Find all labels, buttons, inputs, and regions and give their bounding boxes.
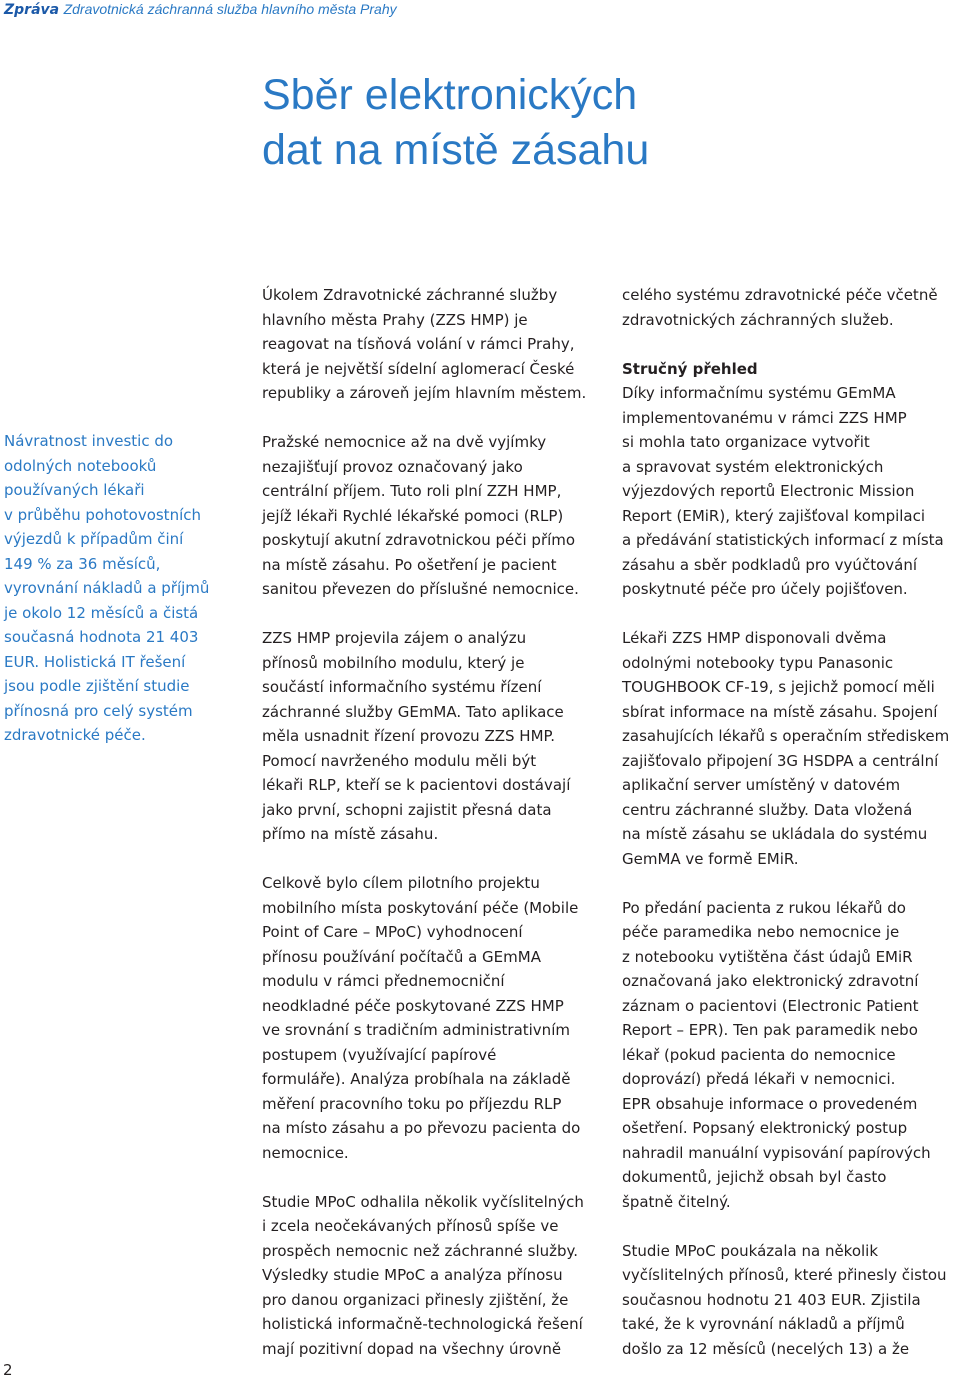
- pull-quote-line: EUR. Holistická IT řešení: [4, 652, 186, 671]
- paragraph: [262, 871, 602, 1165]
- text-line: mobilního místa poskytování péče (Mobile: [262, 898, 579, 917]
- text-line: záchranné služby GEmMA. Tato aplikace: [262, 702, 564, 721]
- text-line: odolnými notebooky typu Panasonic: [622, 653, 894, 672]
- text-line: Díky informačnímu systému GEmMA: [622, 384, 896, 402]
- text-line: Po předání pacienta z rukou lékařů do: [622, 898, 906, 917]
- text-line: doprovází) předá lékaři v nemocnici.: [622, 1070, 896, 1088]
- text-line: špatně čitelný.: [622, 1192, 731, 1211]
- paragraph: [622, 896, 960, 1215]
- text-line: zásahu a sběr podkladů pro vyúčtování: [622, 555, 917, 574]
- pull-quote-line: současná hodnota 21 403: [4, 628, 199, 646]
- text-line: dokumentů, jejichž obsah byl často: [622, 1168, 887, 1186]
- text-line: Pomocí navrženého modulu měli být: [262, 751, 537, 770]
- text-line: neodkladné péče poskytované ZZS HMP: [262, 996, 564, 1015]
- section-heading: Stručný přehled: [622, 359, 758, 378]
- body-column-1: [262, 283, 602, 1361]
- text-line: součástí informačního systému řízení: [262, 678, 542, 696]
- text-line: nahradil manuální vypisování papírových: [622, 1143, 931, 1162]
- text-line: na místo zásahu a po převozu pacienta do: [262, 1119, 581, 1137]
- text-line: centru záchranné služby. Data vložená: [622, 800, 913, 819]
- header-brand: Zpráva: [4, 2, 60, 18]
- paragraph: [262, 283, 602, 406]
- text-line: jejíž lékaři Rychlé lékařské pomoci (RLP): [262, 506, 564, 525]
- text-line: Celkově bylo cílem pilotního projektu: [262, 874, 540, 892]
- text-line: měření pracovního toku po příjezdu RLP: [262, 1094, 562, 1113]
- text-line: péče paramedika nebo nemocnice je: [622, 923, 900, 941]
- text-line: pro danou organizaci přinesly zjištění, že: [262, 1290, 569, 1309]
- text-line: Úkolem Zdravotnické záchranné služby: [262, 286, 558, 304]
- header-subtitle: Zdravotnická záchranná služba hlavního města Prahy: [63, 1, 397, 17]
- pull-quote-line: výjezdů k případům činí: [4, 530, 184, 548]
- paragraph: [622, 1239, 960, 1362]
- pull-quote-line: přínosná pro celý systém: [4, 701, 193, 720]
- text-line: Report – EPR). Ten pak paramedik nebo: [622, 1021, 918, 1039]
- pull-quote-line: zdravotnické péče.: [4, 726, 146, 744]
- text-line: výjezdových reportů Electronic Mission: [622, 482, 915, 500]
- text-line: aplikační server umístěný v datovém: [622, 776, 901, 794]
- paragraph-group: [622, 381, 960, 1361]
- text-line: Point of Care – MPoC) vyhodnocení: [262, 923, 523, 941]
- text-line: GemMA ve formě EMiR.: [622, 849, 799, 868]
- text-line: také, že k vyrovnání nákladů a příjmů: [622, 1315, 905, 1333]
- text-line: Studie MPoC odhalila několik vyčíslitelných: [262, 1192, 584, 1211]
- text-line: přínosů mobilního modulu, který je: [262, 653, 525, 672]
- pull-quote-line: odolných notebooků: [4, 456, 157, 475]
- text-line: přínosu používání počítačů a GEmMA: [262, 947, 541, 966]
- text-line: celého systému zdravotnické péče včetně: [622, 286, 938, 304]
- text-line: formuláře). Analýza probíhala na základě: [262, 1070, 571, 1088]
- text-line: centrální příjem. Tuto roli plní ZZH HMP,: [262, 482, 562, 500]
- page-title: [262, 68, 649, 178]
- text-line: mají pozitivní dopad na všechny úrovně: [262, 1339, 562, 1358]
- text-line: EPR obsahuje informace o provedeném: [622, 1094, 918, 1113]
- text-line: současnou hodnotu 21 403 EUR. Zjistila: [622, 1290, 921, 1309]
- text-line: poskytnuté péče pro účely pojišťoven.: [622, 580, 908, 598]
- pull-quote-line: jsou podle zjištění studie: [4, 677, 190, 695]
- text-line: zasahujících lékařů s operačním střediskem: [622, 727, 950, 745]
- text-line: záznam o pacientovi (Electronic Patient: [622, 996, 919, 1015]
- text-line: poskytují akutní zdravotnickou péči přímo: [262, 531, 576, 549]
- text-line: došlo za 12 měsíců (necelých 13) a že: [622, 1339, 910, 1358]
- text-line: nezajišťují provoz označovaný jako: [262, 457, 523, 476]
- text-line: Výsledky studie MPoC a analýza přínosu: [262, 1266, 563, 1284]
- text-line: vyčíslitelných přínosů, které přinesly čistou: [622, 1266, 947, 1284]
- text-line: prospěch nemocnic než záchranné služby.: [262, 1241, 579, 1260]
- text-line: holistická informačně-technologická řešení: [262, 1315, 583, 1333]
- text-line: z notebooku vytištěna část údajů EMiR: [622, 947, 913, 966]
- text-line: implementovanému v rámci ZZS HMP: [622, 408, 907, 427]
- text-line: modulu v rámci přednemocniční: [262, 972, 505, 990]
- text-line: si mohla tato organizace vytvořit: [622, 433, 870, 451]
- text-line: na místě zásahu se ukládala do systému: [622, 825, 928, 843]
- running-header: [4, 0, 397, 19]
- text-line: a spravovat systém elektronických: [622, 457, 884, 476]
- paragraph: [262, 430, 602, 602]
- text-line: ve srovnání s tradičním administrativním: [262, 1021, 570, 1039]
- pull-quote-line: je okolo 12 měsíců a čistá: [4, 603, 199, 622]
- title-line: Sběr elektronických: [262, 71, 638, 119]
- page-number: 2: [3, 1361, 13, 1379]
- text-line: která je největší sídelní aglomerací České: [262, 359, 575, 378]
- pull-quote-line: v průběhu pohotovostních: [4, 505, 201, 524]
- text-line: Studie MPoC poukázala na několik: [622, 1241, 879, 1260]
- text-line: TOUGHBOOK CF-19, s jejichž pomocí měli: [622, 678, 935, 696]
- pull-quote-line: Návratnost investic do: [4, 432, 174, 450]
- text-line: reagovat na tísňová volání v rámci Prahy,: [262, 335, 575, 353]
- text-line: Pražské nemocnice až na dvě vyjímky: [262, 433, 547, 451]
- text-line: republiky a zároveň jejím hlavním městem.: [262, 384, 587, 402]
- pull-quote-line: používaných lékaři: [4, 481, 145, 499]
- text-line: označovaná jako elektronický zdravotní: [622, 972, 919, 990]
- paragraph: [622, 626, 960, 871]
- text-line: Lékaři ZZS HMP disponovali dvěma: [622, 629, 887, 647]
- text-line: postupem (využívající papírové: [262, 1045, 497, 1064]
- text-line: ZZS HMP projevila zájem o analýzu: [262, 629, 527, 647]
- text-line: zajišťovalo připojení 3G HSDPA a centrální: [622, 751, 939, 770]
- text-line: lékař (pokud pacienta do nemocnice: [622, 1045, 896, 1064]
- pull-quote-line: 149 % za 36 měsíců,: [4, 554, 161, 573]
- paragraph: [262, 1190, 602, 1362]
- paragraph: [622, 381, 960, 602]
- text-line: a předávání statistických informací z místa: [622, 531, 944, 549]
- body-column-2: [622, 283, 960, 1361]
- text-line: Report (EMiR), který zajišťoval kompilaci: [622, 506, 926, 525]
- text-line: lékaři RLP, kteří se k pacientovi dostávají: [262, 776, 571, 794]
- paragraph: [622, 283, 960, 332]
- text-line: na místě zásahu. Po ošetření je pacient: [262, 555, 557, 574]
- text-line: jako první, schopni zajistit přesná data: [262, 800, 552, 819]
- text-line: i zcela neočekávaných přínosů spíše ve: [262, 1217, 559, 1235]
- text-line: sbírat informace na místě zásahu. Spojení: [622, 702, 938, 721]
- text-line: ošetření. Popsaný elektronický postup: [622, 1119, 908, 1137]
- pull-quote-line: vyrovnání nákladů a příjmů: [4, 579, 210, 597]
- text-line: zdravotnických záchranných služeb.: [622, 310, 894, 329]
- paragraph: [262, 626, 602, 847]
- text-line: přímo na místě zásahu.: [262, 825, 439, 843]
- text-line: nemocnice.: [262, 1143, 349, 1162]
- text-line: sanitou převezen do příslušné nemocnice.: [262, 580, 579, 598]
- title-line: dat na místě zásahu: [262, 126, 650, 174]
- pull-quote: [4, 429, 236, 748]
- text-line: měla usnadnit řízení provozu ZZS HMP.: [262, 727, 555, 745]
- text-line: hlavního města Prahy (ZZS HMP) je: [262, 310, 528, 329]
